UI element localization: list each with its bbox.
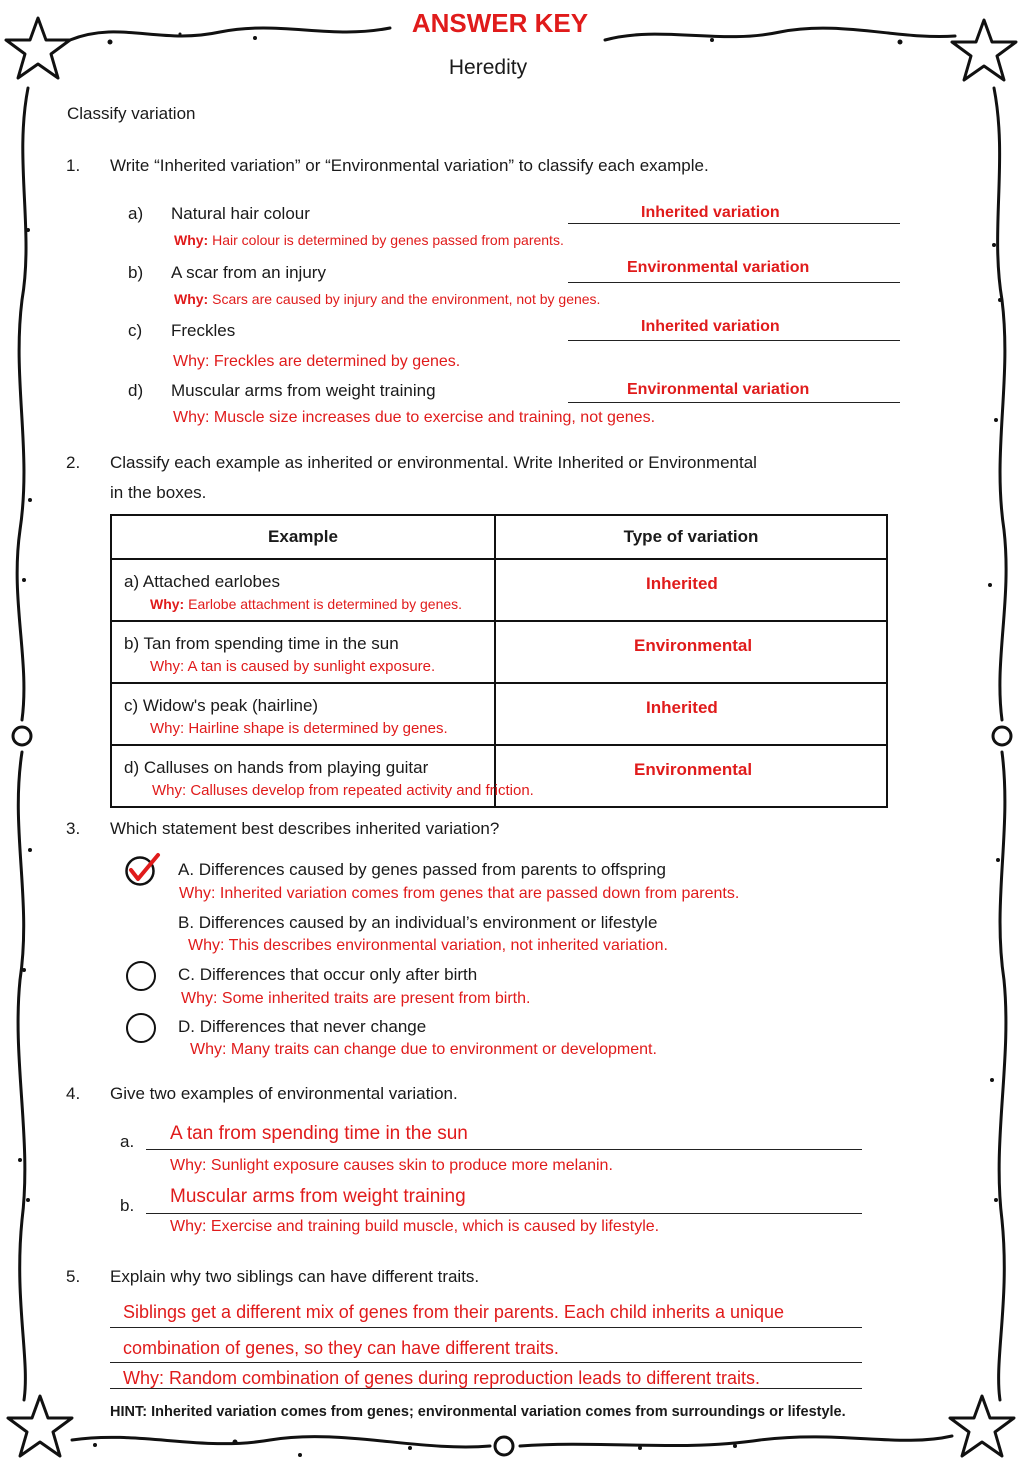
option-a-why: Why: Inherited variation comes from genes that are passed down from parents. <box>179 885 740 902</box>
type-answer: Inherited <box>646 698 718 717</box>
hint-text: Inherited variation comes from genes; environmental variation comes from surroundings or lifestyle. <box>147 1404 846 1420</box>
type-answer: Environmental <box>634 760 753 779</box>
type-cell <box>495 559 887 621</box>
type-cell <box>495 745 887 807</box>
q4a-answer: A tan from spending time in the sun <box>170 1123 468 1144</box>
q5-why-line: Why: Random combination of genes during reproduction leads to different traits. <box>123 1368 761 1388</box>
example-label: a) Attached earlobes <box>124 572 280 591</box>
example-why: Why: Hairline shape is determined by genes. <box>150 720 448 737</box>
example-why-label: Why: <box>150 596 185 612</box>
example-why: Why: A tan is caused by sunlight exposure. <box>150 658 436 675</box>
q1b-answer: Environmental variation <box>627 259 810 276</box>
q1-prompt: Write “Inherited variation” or “Environmental variation” to classify each example. <box>110 156 709 175</box>
q3-prompt: Which statement best describes inherited variation? <box>110 819 500 838</box>
option-b-why: Why: This describes environmental variation, not inherited variation. <box>188 937 668 954</box>
q1d-answer: Environmental variation <box>627 381 810 398</box>
table-row <box>111 621 887 683</box>
q1b-letter: b) <box>128 263 144 282</box>
option-d-why: Why: Many traits can change due to environment or development. <box>190 1041 657 1058</box>
variation-table <box>110 514 888 808</box>
table-row <box>111 683 887 745</box>
q1d-text: Muscular arms from weight training <box>171 381 436 400</box>
option-c-why: Why: Some inherited traits are present from birth. <box>181 990 531 1007</box>
example-cell <box>111 621 495 683</box>
example-cell <box>111 683 495 745</box>
q1b-text: A scar from an injury <box>171 263 326 282</box>
col-example-header: Example <box>111 515 495 559</box>
type-answer: Environmental <box>634 636 753 655</box>
q2-number: 2. <box>66 453 81 472</box>
page-title: Heredity <box>448 56 528 79</box>
example-why <box>150 596 462 612</box>
q1a-text: Natural hair colour <box>171 204 310 223</box>
col-type-header: Type of variation <box>495 515 887 559</box>
example-label: d) Calluses on hands from playing guitar <box>124 758 429 777</box>
q2-prompt-line2: in the boxes. <box>110 483 207 502</box>
example-label: c) Widow's peak (hairline) <box>124 696 319 715</box>
q1d-letter: d) <box>128 381 144 400</box>
q4-prompt: Give two examples of environmental variation. <box>110 1084 458 1103</box>
type-cell <box>495 621 887 683</box>
q5-answer-line-1: Siblings get a different mix of genes from their parents. Each child inherits a unique <box>123 1302 785 1322</box>
q1a-why-text: Hair colour is determined by genes passed from parents. <box>212 232 564 248</box>
example-why-text: Earlobe attachment is determined by genes. <box>188 596 463 612</box>
table-row <box>111 559 887 621</box>
section-heading: Classify variation <box>67 104 196 123</box>
example-cell <box>111 559 495 621</box>
q1a-letter: a) <box>128 204 144 223</box>
q4b-answer: Muscular arms from weight training <box>170 1186 466 1207</box>
option-b-text: B. Differences caused by an individual’s environment or lifestyle <box>178 913 658 932</box>
option-d-radio[interactable] <box>126 1013 156 1043</box>
q1c-text: Freckles <box>171 321 236 340</box>
example-why: Why: Calluses develop from repeated activity and friction. <box>152 782 534 799</box>
type-answer: Inherited <box>646 574 718 593</box>
example-cell <box>111 745 534 807</box>
q1c-letter: c) <box>128 321 143 340</box>
q4b-letter: b. <box>120 1196 135 1215</box>
q5-answer-line-2: combination of genes, so they can have different traits. <box>123 1338 559 1358</box>
q4b-why: Why: Exercise and training build muscle, which is caused by lifestyle. <box>170 1218 660 1235</box>
hint-label: HINT: <box>110 1404 148 1420</box>
q1c-why: Why: Freckles are determined by genes. <box>173 353 461 370</box>
q1-number: 1. <box>66 156 81 175</box>
option-a-check-icon[interactable] <box>124 852 164 888</box>
option-c-text: C. Differences that occur only after birth <box>178 965 478 984</box>
q4a-letter: a. <box>120 1132 135 1151</box>
table-row <box>111 745 887 807</box>
hint <box>110 1404 846 1420</box>
q1a-why <box>174 232 564 248</box>
q1a-why-label: Why: <box>174 232 209 248</box>
q1b-why <box>174 291 600 307</box>
type-cell <box>495 683 887 745</box>
answer-key-title: ANSWER KEY <box>411 8 589 38</box>
q4-number: 4. <box>66 1084 81 1103</box>
example-label: b) Tan from spending time in the sun <box>124 634 399 653</box>
q1a-answer: Inherited variation <box>641 204 780 221</box>
q1d-why: Why: Muscle size increases due to exercise and training, not genes. <box>173 409 656 426</box>
q1b-why-label: Why: <box>174 291 209 307</box>
q1b-why-text: Scars are caused by injury and the environment, not by genes. <box>212 291 601 307</box>
option-d-text: D. Differences that never change <box>178 1017 427 1036</box>
option-a-text: A. Differences caused by genes passed from parents to offspring <box>178 860 666 879</box>
q2-prompt-line1: Classify each example as inherited or environmental. Write Inherited or Environmental <box>110 453 757 472</box>
q5-number: 5. <box>66 1267 81 1286</box>
table-header-row <box>111 515 887 559</box>
q1c-answer: Inherited variation <box>641 318 780 335</box>
q5-prompt: Explain why two siblings can have different traits. <box>110 1267 480 1286</box>
q4a-why: Why: Sunlight exposure causes skin to produce more melanin. <box>170 1157 613 1174</box>
q3-number: 3. <box>66 819 81 838</box>
option-c-radio[interactable] <box>126 961 156 991</box>
